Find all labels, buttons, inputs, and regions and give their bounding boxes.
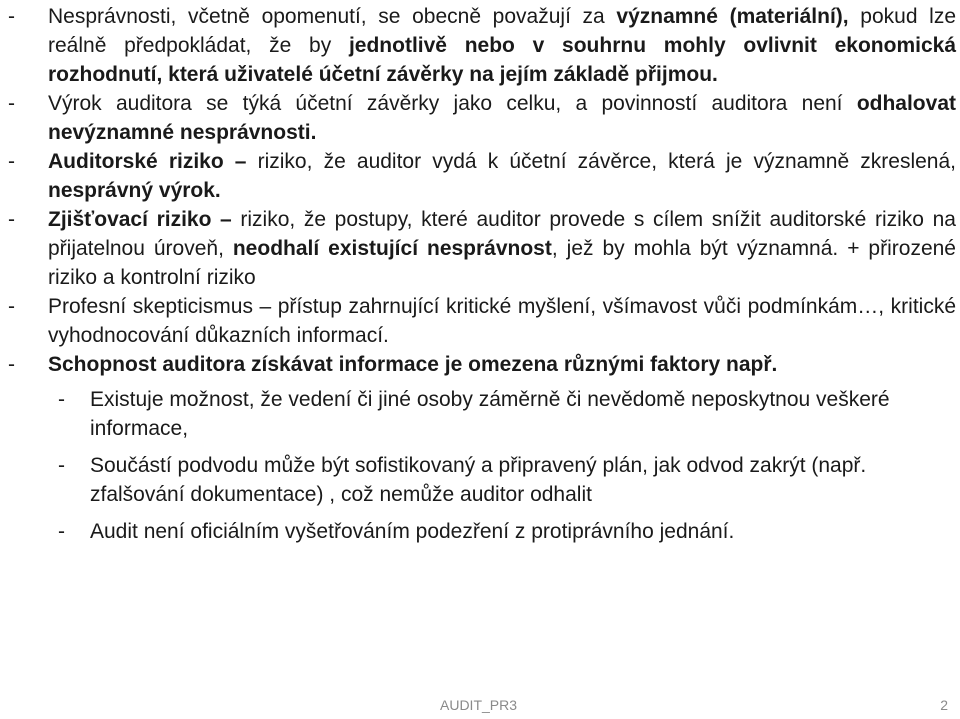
sub-bullet-text: Audit není oficiálním vyšetřováním podezření z protiprávního jednání. bbox=[90, 520, 735, 543]
sub-bullet-text: Existuje možnost, že vedení či jiné osoby záměrně či nevědomě neposkytnou veškeré informace, bbox=[90, 388, 890, 440]
bullet-text-bold: Auditorské riziko – bbox=[48, 150, 247, 173]
bullet-dash: - bbox=[8, 295, 15, 318]
page-number: 2 bbox=[940, 697, 948, 713]
bullet-text: Nesprávnosti, včetně opomenutí, se obecně považují za bbox=[48, 5, 617, 28]
sub-bullet-not-investigation bbox=[8, 517, 956, 546]
bullet-text: riziko, že auditor vydá k účetní závěrce, která je významně zkreslená, bbox=[246, 150, 956, 173]
bullet-audit-risk bbox=[8, 147, 956, 205]
sub-bullet-withheld-information bbox=[8, 385, 956, 443]
bullet-dash: - bbox=[8, 92, 15, 115]
bullet-text: , jež by mohla být významná. + přirozené riziko a kontrolní riziko bbox=[48, 237, 956, 289]
bullet-text-bold: Schopnost auditora získávat informace je omezena různými faktory např. bbox=[48, 353, 778, 376]
bullet-dash: - bbox=[8, 208, 15, 231]
bullet-dash: - bbox=[8, 150, 15, 173]
bullet-text: riziko, že postupy, které auditor provede s cílem snížit auditorské riziko na přijatelnou úroveň, bbox=[48, 208, 956, 260]
bullet-text: pokud lze reálně předpokládat, že by bbox=[48, 5, 956, 57]
bullet-professional-skepticism bbox=[8, 292, 956, 350]
bullet-auditor-opinion bbox=[8, 89, 956, 147]
bullet-text: Profesní skepticismus – přístup zahrnující kritické myšlení, všímavost vůči podmínkám…, kritické vyhodnocování důkazních informací. bbox=[48, 295, 956, 347]
slide-body bbox=[8, 2, 956, 546]
sub-bullet-dash: - bbox=[58, 388, 65, 411]
sub-bullet-dash: - bbox=[58, 520, 65, 543]
sub-bullet-dash: - bbox=[58, 454, 65, 477]
bullet-dash: - bbox=[8, 353, 15, 376]
footer-title: AUDIT_PR3 bbox=[440, 697, 518, 713]
sub-bullet-fraud-plan bbox=[8, 451, 956, 509]
bullet-text-bold: neodhalí existující nesprávnost bbox=[232, 237, 552, 260]
bullet-detection-risk bbox=[8, 205, 956, 292]
bullet-text: Výrok auditora se týká účetní závěrky jako celku, a povinností auditora není bbox=[48, 92, 857, 115]
bullet-text-bold: významné (materiální), bbox=[616, 5, 849, 28]
slide-footer bbox=[0, 697, 960, 717]
bullet-text-bold: Zjišťovací riziko – bbox=[48, 208, 232, 231]
bullet-text-bold: odhalovat nevýznamné nesprávnosti. bbox=[48, 92, 956, 144]
bullet-text-bold: nesprávný výrok. bbox=[48, 179, 221, 202]
bullet-text-bold: jednotlivě nebo v souhrnu mohly ovlivnit ekonomická rozhodnutí, která uživatelé účetní závěrky na jejím základě přijmou. bbox=[48, 34, 956, 86]
bullet-materiality bbox=[8, 2, 956, 89]
bullet-auditor-limitations bbox=[8, 350, 956, 379]
bullet-dash: - bbox=[8, 5, 15, 28]
sub-bullet-text: Součástí podvodu může být sofistikovaný a připravený plán, jak odvod zakrýt (např. zfalšování dokumentace) , což nemůže auditor odhalit bbox=[90, 454, 867, 506]
